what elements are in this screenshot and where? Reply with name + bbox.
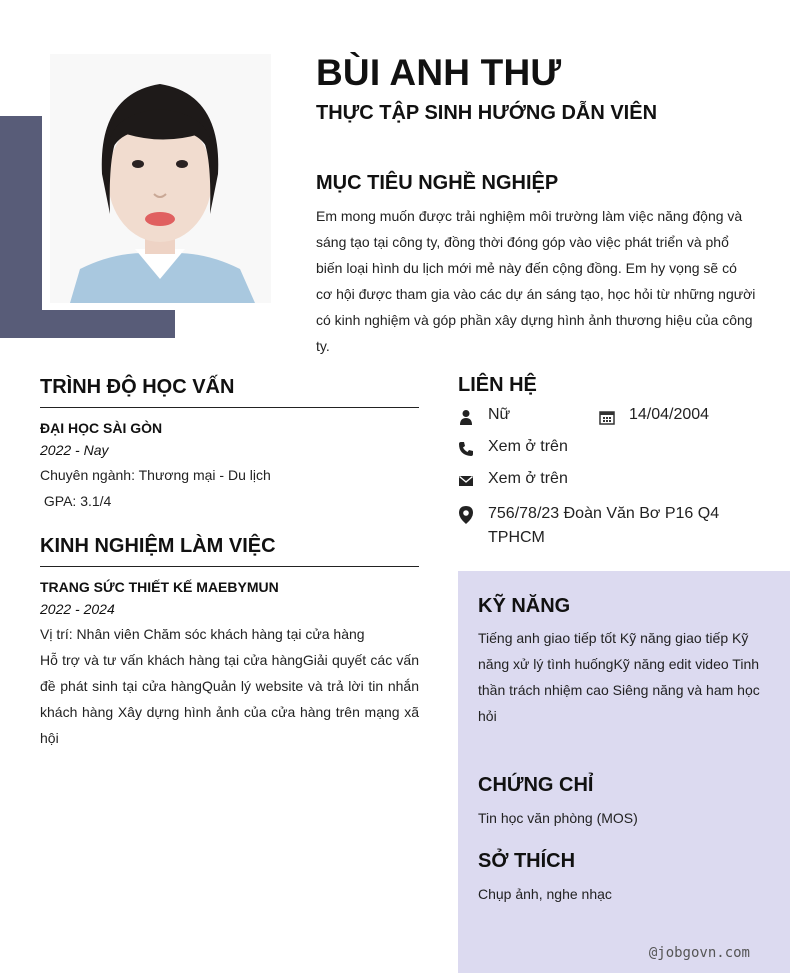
mail-icon (458, 473, 474, 489)
contact-address-row (458, 502, 748, 550)
school-name: ĐẠI HỌC SÀI GÒN (40, 420, 163, 436)
objective-heading: MỤC TIÊU NGHỀ NGHIỆP (316, 172, 559, 194)
contact-address: 756/78/23 Đoàn Văn Bơ P16 Q4 TPHCM (488, 505, 720, 546)
contact-phone: Xem ở trên (488, 438, 568, 455)
objective-text: Em mong muốn được trải nghiệm môi trường làm việc năng động và sáng tạo tại công ty, đồng thời đóng góp vào việc phát triển và phổ biến loại hình du lịch mới mẻ này đến cộng đồng. Em hy vọng sẽ có cơ hội được tham gia vào các dự án sáng tạo, học hỏi từ những người có kinh nghiệm và góp phần xây dựng hình ảnh thương hiệu của công ty. (316, 208, 756, 354)
location-pin-icon (458, 506, 474, 522)
calendar-icon (599, 409, 615, 425)
education-gpa: GPA: 3.1/4 (40, 493, 112, 509)
candidate-position: THỰC TẬP SINH HƯỚNG DẪN VIÊN (316, 102, 658, 124)
contact-birthday-row (599, 406, 709, 425)
education-major: Chuyên ngành: Thương mại - Du lịch (40, 467, 271, 483)
contact-heading: LIÊN HỆ (458, 374, 537, 396)
certificates-heading: CHỨNG CHỈ (478, 774, 594, 796)
contact-email-row (458, 470, 568, 489)
phone-icon (458, 441, 474, 457)
company-name: TRANG SỨC THIẾT KẾ MAEBYMUN (40, 579, 279, 595)
candidate-name: BÙI ANH THƯ (316, 52, 562, 93)
profile-photo (50, 54, 271, 303)
accent-bar-horizontal (0, 310, 175, 338)
experience-section (40, 535, 419, 751)
contact-phone-row (458, 438, 568, 457)
hobbies-text: Chụp ảnh, nghe nhạc (478, 886, 612, 902)
experience-heading: KINH NGHIỆM LÀM VIỆC (40, 535, 419, 567)
education-heading: TRÌNH ĐỘ HỌC VẤN (40, 376, 419, 408)
experience-role: Vị trí: Nhân viên Chăm sóc khách hàng tại cửa hàng (40, 626, 365, 642)
accent-bar-vertical (0, 116, 42, 338)
contact-birthday: 14/04/2004 (629, 406, 710, 423)
watermark: @jobgovn.com (648, 945, 750, 961)
experience-period: 2022 - 2024 (40, 601, 115, 617)
certificates-text: Tin học văn phòng (MOS) (478, 810, 638, 826)
experience-description: Hỗ trợ và tư vấn khách hàng tại cửa hàngGiải quyết các vấn đề phát sinh tại cửa hàngQuản lý website và trả lời tin nhắn khách hàng Xây dựng hình ảnh của cửa hàng trên mạng xã hội (40, 652, 419, 746)
skills-text: Tiếng anh giao tiếp tốt Kỹ năng giao tiếp Kỹ năng xử lý tình huốngKỹ năng edit video Tinh thần trách nhiệm cao Siêng năng và ham học hỏi (478, 630, 760, 724)
education-section (40, 376, 419, 514)
skills-heading: KỸ NĂNG (478, 595, 571, 617)
hobbies-heading: SỞ THÍCH (478, 850, 576, 872)
education-period: 2022 - Nay (40, 442, 109, 458)
contact-email: Xem ở trên (488, 470, 568, 487)
skills-panel (458, 571, 790, 973)
person-icon (458, 409, 474, 425)
contact-gender: Nữ (488, 406, 511, 423)
contact-gender-row (458, 406, 510, 425)
